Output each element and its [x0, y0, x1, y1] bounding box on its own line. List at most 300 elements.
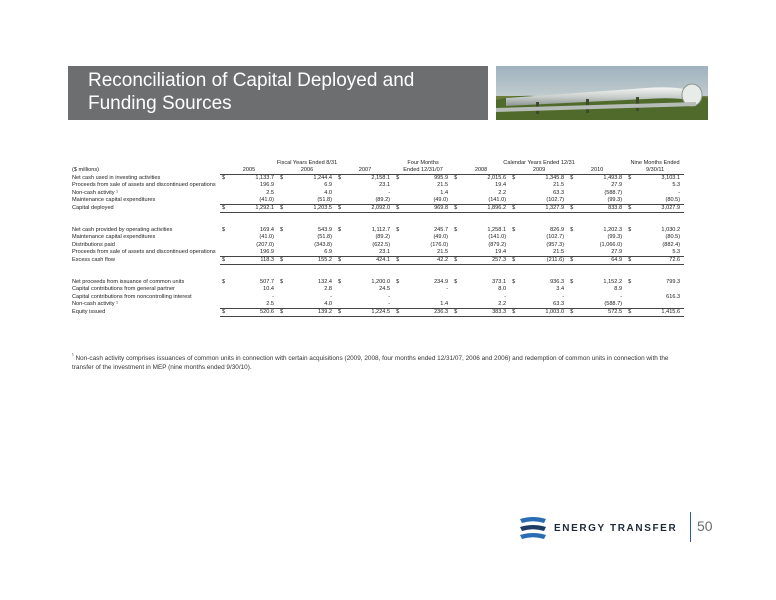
value-cell: 4.0 — [324, 300, 332, 307]
currency-symbol — [568, 241, 576, 248]
currency-symbol: $ — [454, 175, 458, 182]
currency-symbol: $ — [510, 204, 518, 212]
value-cell: 1,258.1 — [487, 227, 507, 234]
value-cell: 833.8 — [576, 204, 626, 212]
currency-symbol — [510, 286, 518, 293]
value-cell: 2,158.1 — [371, 175, 391, 182]
currency-symbol — [394, 300, 402, 308]
currency-symbol — [220, 300, 228, 308]
value-cell: - — [678, 189, 681, 196]
currency-symbol: $ — [280, 227, 284, 234]
currency-symbol — [336, 189, 344, 196]
row-label: Equity issued — [72, 308, 106, 315]
value-cell: 139.2 — [286, 308, 336, 316]
currency-symbol — [452, 286, 460, 293]
currency-symbol — [452, 234, 460, 241]
currency-symbol: $ — [510, 256, 518, 264]
currency-symbol — [394, 249, 402, 257]
value-cell: (99.3) — [607, 234, 623, 241]
currency-symbol — [336, 286, 344, 293]
value-cell: - — [388, 293, 391, 300]
slide-title — [88, 69, 414, 115]
table-row — [72, 182, 684, 189]
currency-symbol: $ — [396, 175, 400, 182]
currency-symbol: $ — [220, 204, 228, 212]
table-row — [72, 197, 684, 205]
currency-symbol — [336, 300, 344, 308]
title-banner — [68, 66, 488, 120]
currency-symbol: $ — [222, 175, 226, 182]
currency-symbol — [452, 182, 460, 189]
value-cell: 64.9 — [576, 256, 626, 264]
row-label: Non-cash activity ¹ — [72, 189, 119, 196]
currency-symbol: $ — [336, 204, 344, 212]
currency-symbol — [394, 293, 402, 300]
currency-symbol — [278, 249, 286, 257]
value-cell: (588.7) — [604, 300, 623, 307]
value-cell: 24.5 — [379, 286, 391, 293]
currency-symbol — [220, 189, 228, 196]
currency-symbol: $ — [454, 279, 458, 286]
value-cell: 1,292.1 — [228, 204, 278, 212]
currency-symbol: $ — [336, 256, 344, 264]
capital-deployed-section — [72, 175, 684, 213]
currency-symbol: $ — [220, 256, 228, 264]
excess-cash-flow-section — [72, 212, 684, 264]
row-label: Capital contributions from general partner — [72, 286, 175, 293]
value-cell: 995.9 — [434, 175, 449, 182]
value-cell: 1.4 — [440, 189, 449, 196]
currency-symbol — [278, 293, 286, 300]
reconciliation-tables — [72, 160, 684, 317]
currency-symbol — [336, 249, 344, 257]
currency-symbol — [626, 241, 634, 248]
value-cell: 23.1 — [379, 248, 391, 255]
value-cell: 2,015.6 — [487, 175, 507, 182]
header-group-four-months: Four Months — [407, 160, 439, 167]
value-cell: - — [388, 189, 391, 196]
currency-symbol — [510, 241, 518, 248]
currency-symbol: $ — [338, 175, 342, 182]
currency-symbol — [278, 234, 286, 241]
value-cell: 3,103.1 — [661, 175, 681, 182]
value-cell: 1,327.9 — [518, 204, 568, 212]
header-group-row — [72, 160, 684, 167]
value-cell: - — [562, 293, 565, 300]
currency-symbol: $ — [394, 308, 402, 316]
currency-symbol — [626, 286, 634, 293]
currency-symbol — [626, 249, 634, 257]
currency-symbol — [220, 249, 228, 257]
value-cell: 257.3 — [460, 256, 510, 264]
footnote-marker: ¹ — [72, 353, 74, 359]
currency-symbol: $ — [338, 279, 342, 286]
value-cell: 1,003.0 — [518, 308, 568, 316]
page-number: 50 — [697, 518, 713, 534]
currency-symbol: $ — [628, 175, 632, 182]
value-cell: 1,152.2 — [603, 279, 623, 286]
column-header: 9/30/11 — [626, 167, 684, 175]
value-cell: 373.1 — [492, 279, 507, 286]
value-cell — [634, 286, 684, 293]
currency-symbol: $ — [568, 256, 576, 264]
pipeline-image — [496, 66, 708, 120]
value-cell: - — [620, 293, 623, 300]
currency-symbol: $ — [570, 227, 574, 234]
title-line-2: Funding Sources — [88, 93, 232, 114]
currency-symbol: $ — [280, 175, 284, 182]
currency-symbol: $ — [338, 227, 342, 234]
value-cell: 196.9 — [260, 248, 274, 255]
value-cell: 543.9 — [318, 227, 332, 234]
currency-symbol — [626, 300, 634, 308]
value-cell: 1,244.4 — [313, 175, 332, 182]
value-cell: (99.3) — [607, 196, 623, 203]
currency-symbol — [452, 241, 460, 248]
value-cell: 969.8 — [402, 204, 452, 212]
currency-symbol — [568, 293, 576, 300]
value-cell: (80.5) — [665, 234, 681, 241]
value-cell: - — [446, 286, 449, 293]
currency-symbol — [220, 197, 228, 205]
currency-symbol — [568, 234, 576, 241]
currency-symbol — [394, 241, 402, 248]
value-cell: 572.5 — [576, 308, 626, 316]
value-cell: 826.9 — [550, 227, 565, 234]
value-cell: (879.2) — [488, 241, 507, 248]
currency-symbol — [336, 197, 344, 205]
value-cell: 5.3 — [672, 248, 681, 255]
currency-symbol: $ — [396, 279, 400, 286]
currency-symbol — [510, 234, 518, 241]
currency-symbol — [278, 300, 286, 308]
value-cell: 5.3 — [672, 182, 681, 189]
value-cell: (1,066.0) — [599, 241, 623, 248]
value-cell: (176.0) — [430, 241, 449, 248]
value-cell: 72.6 — [634, 256, 684, 264]
row-label: Net cash provided by operating activities — [72, 227, 173, 234]
value-cell: 520.6 — [228, 308, 278, 316]
value-cell: (80.5) — [665, 196, 681, 203]
currency-symbol — [568, 197, 576, 205]
value-cell: 6.9 — [324, 182, 332, 189]
value-cell: 63.3 — [553, 189, 565, 196]
value-cell: - — [504, 293, 507, 300]
value-cell: 1,112.7 — [371, 227, 391, 234]
currency-symbol: $ — [222, 279, 226, 286]
value-cell: 1.4 — [440, 300, 449, 307]
currency-symbol: $ — [452, 308, 460, 316]
value-cell: 2.2 — [498, 300, 507, 307]
row-label: Proceeds from sale of assets and discontinued operations — [72, 249, 216, 256]
row-label: Net proceeds from issuance of common units — [72, 279, 185, 286]
value-cell: 3,027.9 — [634, 204, 684, 212]
currency-symbol: $ — [278, 308, 286, 316]
value-cell: 2.8 — [324, 286, 332, 293]
value-cell: 63.3 — [553, 300, 565, 307]
currency-symbol: $ — [278, 256, 286, 264]
currency-symbol — [452, 293, 460, 300]
value-cell — [402, 293, 452, 300]
currency-symbol — [626, 234, 634, 241]
value-cell: 8.9 — [614, 286, 623, 293]
value-cell: (89.2) — [375, 196, 391, 203]
value-cell: (343.8) — [314, 241, 332, 248]
section-spacer — [72, 212, 684, 227]
value-cell: 4.0 — [324, 189, 332, 196]
value-cell: - — [388, 300, 391, 307]
footnote-text: Non-cash activity comprises issuances of common units in connection with certain acquisitions (2009, 2008, four months ended 12/31/07, 2006 and 2006) and redemption of common units in connection with the transfer of the investment in MEP (nine months ended 9/30/10). — [72, 355, 669, 372]
table-row — [72, 249, 684, 257]
value-cell: (102.7) — [546, 196, 565, 203]
value-cell: 21.5 — [553, 248, 565, 255]
value-cell: 1,203.5 — [286, 204, 336, 212]
value-cell: (211.6) — [518, 256, 568, 264]
currency-symbol: $ — [220, 308, 228, 316]
value-cell: 1,200.0 — [371, 279, 391, 286]
value-cell: 2.5 — [266, 300, 274, 307]
value-cell: 616.3 — [666, 293, 681, 300]
currency-symbol: $ — [510, 308, 518, 316]
value-cell: 196.9 — [260, 182, 274, 189]
value-cell: 1,202.3 — [603, 227, 623, 234]
value-cell: 132.4 — [318, 279, 332, 286]
currency-symbol — [510, 189, 518, 196]
currency-symbol — [336, 241, 344, 248]
value-cell: (51.8) — [317, 196, 332, 203]
value-cell — [634, 300, 684, 308]
value-cell: 2.2 — [498, 189, 507, 196]
value-cell: (49.0) — [433, 234, 449, 241]
row-label: Distributions paid — [72, 241, 115, 248]
value-cell: (41.0) — [259, 234, 274, 241]
value-cell: 19.4 — [495, 182, 507, 189]
value-cell: (141.0) — [488, 234, 507, 241]
currency-symbol — [336, 182, 344, 189]
logo-divider — [690, 512, 691, 542]
value-cell: (957.3) — [546, 241, 565, 248]
row-label: Maintenance capital expenditures — [72, 234, 156, 241]
currency-symbol — [394, 182, 402, 189]
currency-symbol — [626, 189, 634, 196]
currency-symbol — [626, 293, 634, 300]
currency-symbol — [278, 286, 286, 293]
currency-symbol — [336, 293, 344, 300]
currency-symbol: $ — [570, 175, 574, 182]
section-spacer — [72, 264, 684, 279]
value-cell: 6.9 — [324, 248, 332, 255]
currency-symbol — [394, 197, 402, 205]
value-cell: 21.5 — [437, 182, 449, 189]
row-label: Maintenance capital expenditures — [72, 197, 156, 204]
currency-symbol — [220, 182, 228, 189]
column-header: 2007 — [336, 167, 394, 175]
row-label: Excess cash flow — [72, 256, 115, 263]
column-header: 2005 — [220, 167, 278, 175]
currency-symbol: $ — [626, 308, 634, 316]
total-row — [72, 256, 684, 264]
value-cell: (882.4) — [662, 241, 681, 248]
row-label: Net cash used in investing activities — [72, 175, 161, 182]
currency-symbol — [452, 189, 460, 196]
currency-symbol — [626, 182, 634, 189]
value-cell: (207.0) — [256, 241, 274, 248]
currency-symbol — [394, 189, 402, 196]
currency-symbol: $ — [452, 204, 460, 212]
value-cell: 27.9 — [611, 182, 623, 189]
currency-symbol — [568, 300, 576, 308]
value-cell: 169.4 — [260, 227, 274, 234]
currency-symbol: $ — [628, 279, 632, 286]
currency-symbol — [220, 293, 228, 300]
currency-symbol — [452, 249, 460, 257]
value-cell: 236.3 — [402, 308, 452, 316]
total-row — [72, 308, 684, 316]
currency-symbol: $ — [394, 204, 402, 212]
value-cell: 8.0 — [498, 286, 507, 293]
currency-symbol: $ — [280, 279, 284, 286]
currency-symbol — [626, 197, 634, 205]
value-cell: 21.5 — [553, 182, 565, 189]
column-header: 2006 — [278, 167, 336, 175]
currency-symbol: $ — [278, 204, 286, 212]
value-cell: 42.2 — [402, 256, 452, 264]
currency-symbol: $ — [452, 256, 460, 264]
logo-mark-icon — [516, 512, 550, 546]
table-row — [72, 189, 684, 196]
value-cell: 936.3 — [550, 279, 565, 286]
currency-symbol — [510, 300, 518, 308]
value-cell: (41.0) — [259, 196, 274, 203]
value-cell: 27.9 — [611, 248, 623, 255]
value-cell: - — [330, 293, 332, 300]
value-cell: 234.9 — [434, 279, 449, 286]
value-cell: 2.5 — [266, 189, 274, 196]
value-cell: 3.4 — [556, 286, 565, 293]
table-row — [72, 234, 684, 241]
header-group-calendar: Calendar Years Ended 12/31 — [503, 160, 575, 167]
logo-wordmark: ENERGY TRANSFER — [554, 523, 678, 534]
currency-symbol — [510, 197, 518, 205]
value-cell: 1,030.2 — [661, 227, 681, 234]
header-column-row — [72, 167, 684, 175]
value-cell: 1,345.8 — [545, 175, 565, 182]
currency-symbol — [568, 249, 576, 257]
currency-symbol: $ — [626, 256, 634, 264]
value-cell: (141.0) — [488, 196, 507, 203]
value-cell: (49.0) — [433, 196, 449, 203]
currency-symbol — [510, 182, 518, 189]
table-row — [72, 227, 684, 234]
currency-symbol — [510, 293, 518, 300]
currency-symbol — [220, 234, 228, 241]
column-header: 2009 — [510, 167, 568, 175]
currency-symbol: $ — [396, 227, 400, 234]
currency-symbol — [278, 182, 286, 189]
currency-symbol — [278, 241, 286, 248]
column-header: 2010 — [568, 167, 626, 175]
table-row — [72, 293, 684, 300]
currency-symbol: $ — [454, 227, 458, 234]
footnote — [72, 352, 682, 372]
currency-symbol — [394, 234, 402, 241]
currency-symbol — [510, 249, 518, 257]
currency-symbol — [220, 241, 228, 248]
currency-symbol: $ — [628, 227, 632, 234]
value-cell: 155.2 — [286, 256, 336, 264]
header-group-nine-months: Nine Months Ended — [630, 160, 680, 167]
row-label: Proceeds from sale of assets and discontinued operations — [72, 182, 216, 189]
value-cell: 507.7 — [260, 279, 274, 286]
value-cell: (588.7) — [604, 189, 623, 196]
column-header: 2008 — [452, 167, 510, 175]
value-cell: 118.3 — [228, 256, 278, 264]
row-label: Capital contributions from noncontrolling interest — [72, 293, 192, 300]
currency-symbol — [568, 189, 576, 196]
currency-symbol — [568, 286, 576, 293]
pipeline-photo — [496, 66, 708, 120]
currency-symbol — [278, 189, 286, 196]
currency-symbol: $ — [568, 204, 576, 212]
value-cell: 799.3 — [666, 279, 681, 286]
header-group-fiscal: Fiscal Years Ended 8/31 — [276, 160, 338, 167]
currency-symbol — [394, 286, 402, 293]
currency-symbol: $ — [512, 279, 516, 286]
value-cell: (51.8) — [317, 234, 332, 241]
table-row — [72, 279, 684, 286]
row-label: Non-cash activity ¹ — [72, 300, 119, 307]
currency-symbol: $ — [512, 227, 516, 234]
value-cell: 10.4 — [263, 286, 274, 293]
currency-symbol: $ — [394, 256, 402, 264]
currency-symbol — [336, 234, 344, 241]
currency-symbol — [452, 197, 460, 205]
reconciliation-table — [72, 160, 684, 317]
value-cell: 1,224.5 — [344, 308, 394, 316]
units-label: ($ millions) — [72, 167, 100, 174]
value-cell: 245.7 — [434, 227, 449, 234]
column-header: Ended 12/31/07 — [394, 167, 452, 175]
currency-symbol: $ — [626, 204, 634, 212]
equity-issued-section — [72, 264, 684, 316]
currency-symbol: $ — [512, 175, 516, 182]
row-label: Capital deployed — [72, 205, 114, 212]
currency-symbol: $ — [222, 227, 226, 234]
value-cell: 1,415.6 — [634, 308, 684, 316]
currency-symbol — [452, 300, 460, 308]
value-cell: 23.1 — [379, 182, 391, 189]
table-row — [72, 175, 684, 183]
value-cell: 1,133.7 — [255, 175, 274, 182]
value-cell: - — [272, 293, 274, 300]
value-cell: 1,896.2 — [460, 204, 510, 212]
currency-symbol — [220, 286, 228, 293]
table-row — [72, 286, 684, 293]
title-line-1: Reconciliation of Capital Deployed and — [88, 70, 415, 91]
total-row — [72, 204, 684, 212]
value-cell: (89.2) — [375, 234, 391, 241]
value-cell: 1,493.8 — [603, 175, 623, 182]
value-cell: (622.5) — [372, 241, 391, 248]
currency-symbol: $ — [568, 308, 576, 316]
value-cell: 19.4 — [495, 248, 507, 255]
value-cell: 21.5 — [437, 248, 449, 255]
table-row — [72, 300, 684, 308]
value-cell: 424.1 — [344, 256, 394, 264]
currency-symbol — [568, 182, 576, 189]
currency-symbol — [278, 197, 286, 205]
value-cell: (102.7) — [546, 234, 565, 241]
